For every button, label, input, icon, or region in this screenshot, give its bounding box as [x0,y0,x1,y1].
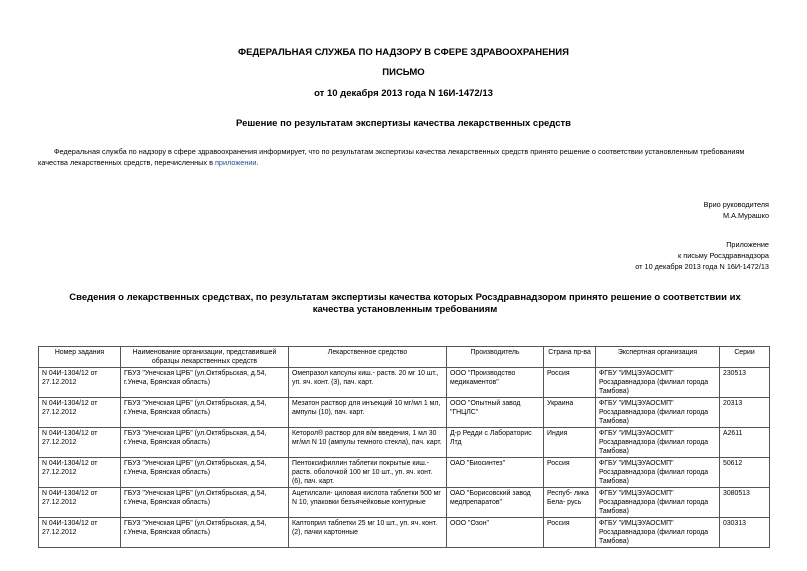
table-cell: N 04И-1304/12 от 27.12.2012 [39,458,121,488]
table-row [39,458,770,488]
table-cell: N 04И-1304/12 от 27.12.2012 [39,488,121,518]
table-cell: ФГБУ "ИМЦЭУАОСМП" Росздравнадзора (филиал города Тамбова) [596,428,720,458]
table-cell: N 04И-1304/12 от 27.12.2012 [39,428,121,458]
intro-end: . [256,158,259,167]
table-cell: Россия [544,518,596,548]
table-cell: ООО "Озон" [447,518,544,548]
table-cell: ГБУЗ "Унечская ЦРБ" (ул.Октябрьская, д.54, г.Унеча, Брянская область) [121,488,289,518]
signature-name: М.А.Мурашко [722,211,769,220]
appendix-line1: Приложение [726,240,769,249]
table-cell: Каптоприл таблетки 25 мг 10 шт., уп. яч. конт. (2), пачки картонные [289,518,447,548]
table-cell: Индия [544,428,596,458]
table-cell: Омепразол капсулы киш.- раств. 20 мг 10 шт., уп. яч. конт. (3), пач. карт. [289,368,447,398]
table-row [39,398,770,428]
appendix-line3: от 10 декабря 2013 года N 16И-1472/13 [635,262,769,271]
table-cell: ОАО "Биосинтез" [447,458,544,488]
table-cell: 030313 [720,518,770,548]
doc-type: ПИСЬМО [382,67,425,78]
table-cell: Россия [544,458,596,488]
table-cell: ООО "Опытный завод "ГНЦЛС" [447,398,544,428]
column-header: Экспертная организация [596,347,720,368]
doc-subject: Решение по результатам экспертизы качества лекарственных средств [236,118,571,129]
table-cell: N 04И-1304/12 от 27.12.2012 [39,368,121,398]
table-cell: N 04И-1304/12 от 27.12.2012 [39,398,121,428]
column-header: Страна пр-ва [544,347,596,368]
table-cell: ГБУЗ "Унечская ЦРБ" (ул.Октябрьская, д.54, г.Унеча, Брянская область) [121,368,289,398]
table-cell: ГБУЗ "Унечская ЦРБ" (ул.Октябрьская, д.54, г.Унеча, Брянская область) [121,458,289,488]
table-cell: Ацетилсали- циловая кислота таблетки 500 мг N 10, упаковки безъячейковые контурные [289,488,447,518]
column-header: Наименование организации, представившей образцы лекарственных средств [121,347,289,368]
table-cell: Россия [544,368,596,398]
table-row [39,428,770,458]
agency-title: ФЕДЕРАЛЬНАЯ СЛУЖБА ПО НАДЗОРУ В СФЕРЕ ЗДРАВООХРАНЕНИЯ [238,47,569,58]
table-cell: 3080513 [720,488,770,518]
table-cell: 50612 [720,458,770,488]
appendix-line2: к письму Росздравнадзора [678,251,769,260]
column-header: Лекарственное средство [289,347,447,368]
table-cell: ФГБУ "ИМЦЭУАОСМП" Росздравнадзора (филиал города Тамбова) [596,398,720,428]
appendix-block [635,239,769,272]
table-header-row [39,347,770,368]
table-cell: ФГБУ "ИМЦЭУАОСМП" Росздравнадзора (филиал города Тамбова) [596,458,720,488]
appendix-link[interactable]: приложении [214,158,257,167]
column-header: Номер задания [39,347,121,368]
table-cell: ОАО "Борисовский завод медпрепаратов" [447,488,544,518]
table-row [39,518,770,548]
table-cell: ГБУЗ "Унечская ЦРБ" (ул.Октябрьская, д.54, г.Унеча, Брянская область) [121,398,289,428]
table-cell: Мезатон раствор для инъекций 10 мг/мл 1 мл, ампулы (10), пач. карт. [289,398,447,428]
table-cell: Кеторол® раствор для в/м введения, 1 мл 30 мг/мл N 10 (ампулы темного стекла), пач. карт. [289,428,447,458]
table-cell: ООО "Производство медикаментов" [447,368,544,398]
medicines-table [38,346,770,548]
table-cell: Украина [544,398,596,428]
table-cell: ГБУЗ "Унечская ЦРБ" (ул.Октябрьская, д.54, г.Унеча, Брянская область) [121,428,289,458]
section-title: Сведения о лекарственных средствах, по результатам экспертизы качества которых Росздравнадзором принято решение о соответствии их качества установленным требованиям [69,292,741,315]
column-header: Серии [720,347,770,368]
intro-paragraph [38,146,768,168]
table-cell: Респуб- лика Бела- русь [544,488,596,518]
signature-block [704,199,769,221]
table-cell: 230513 [720,368,770,398]
table-cell: N 04И-1304/12 от 27.12.2012 [39,518,121,548]
table-cell: Д-р Редди с Лабораторис Лтд [447,428,544,458]
table-cell: ФГБУ "ИМЦЭУАОСМП" Росздравнадзора (филиал города Тамбова) [596,368,720,398]
signature-position: Врио руководителя [703,200,769,209]
table-cell: 20313 [720,398,770,428]
table-cell: А2611 [720,428,770,458]
column-header: Производитель [447,347,544,368]
table-cell: Пентоксифиллин таблетки покрытые киш.- раств. оболочкой 100 мг 10 шт., уп. яч. конт. (6), пач. карт. [289,458,447,488]
table-cell: ГБУЗ "Унечская ЦРБ" (ул.Октябрьская, д.54, г.Унеча, Брянская область) [121,518,289,548]
intro-text: Федеральная служба по надзору в сфере здравоохранения информирует, что по результатам экспертизы качества лекарственных средств принято решение о соответствии установленным требованиям качества лекарственных средств, перечисленных в [38,147,745,167]
table-cell: ФГБУ "ИМЦЭУАОСМП" Росздравнадзора (филиал города Тамбова) [596,518,720,548]
table-row [39,368,770,398]
table-cell: ФГБУ "ИМЦЭУАОСМП" Росздравнадзора (филиал города Тамбова) [596,488,720,518]
table-row [39,488,770,518]
doc-date: от 10 декабря 2013 года N 16И-1472/13 [314,88,493,99]
